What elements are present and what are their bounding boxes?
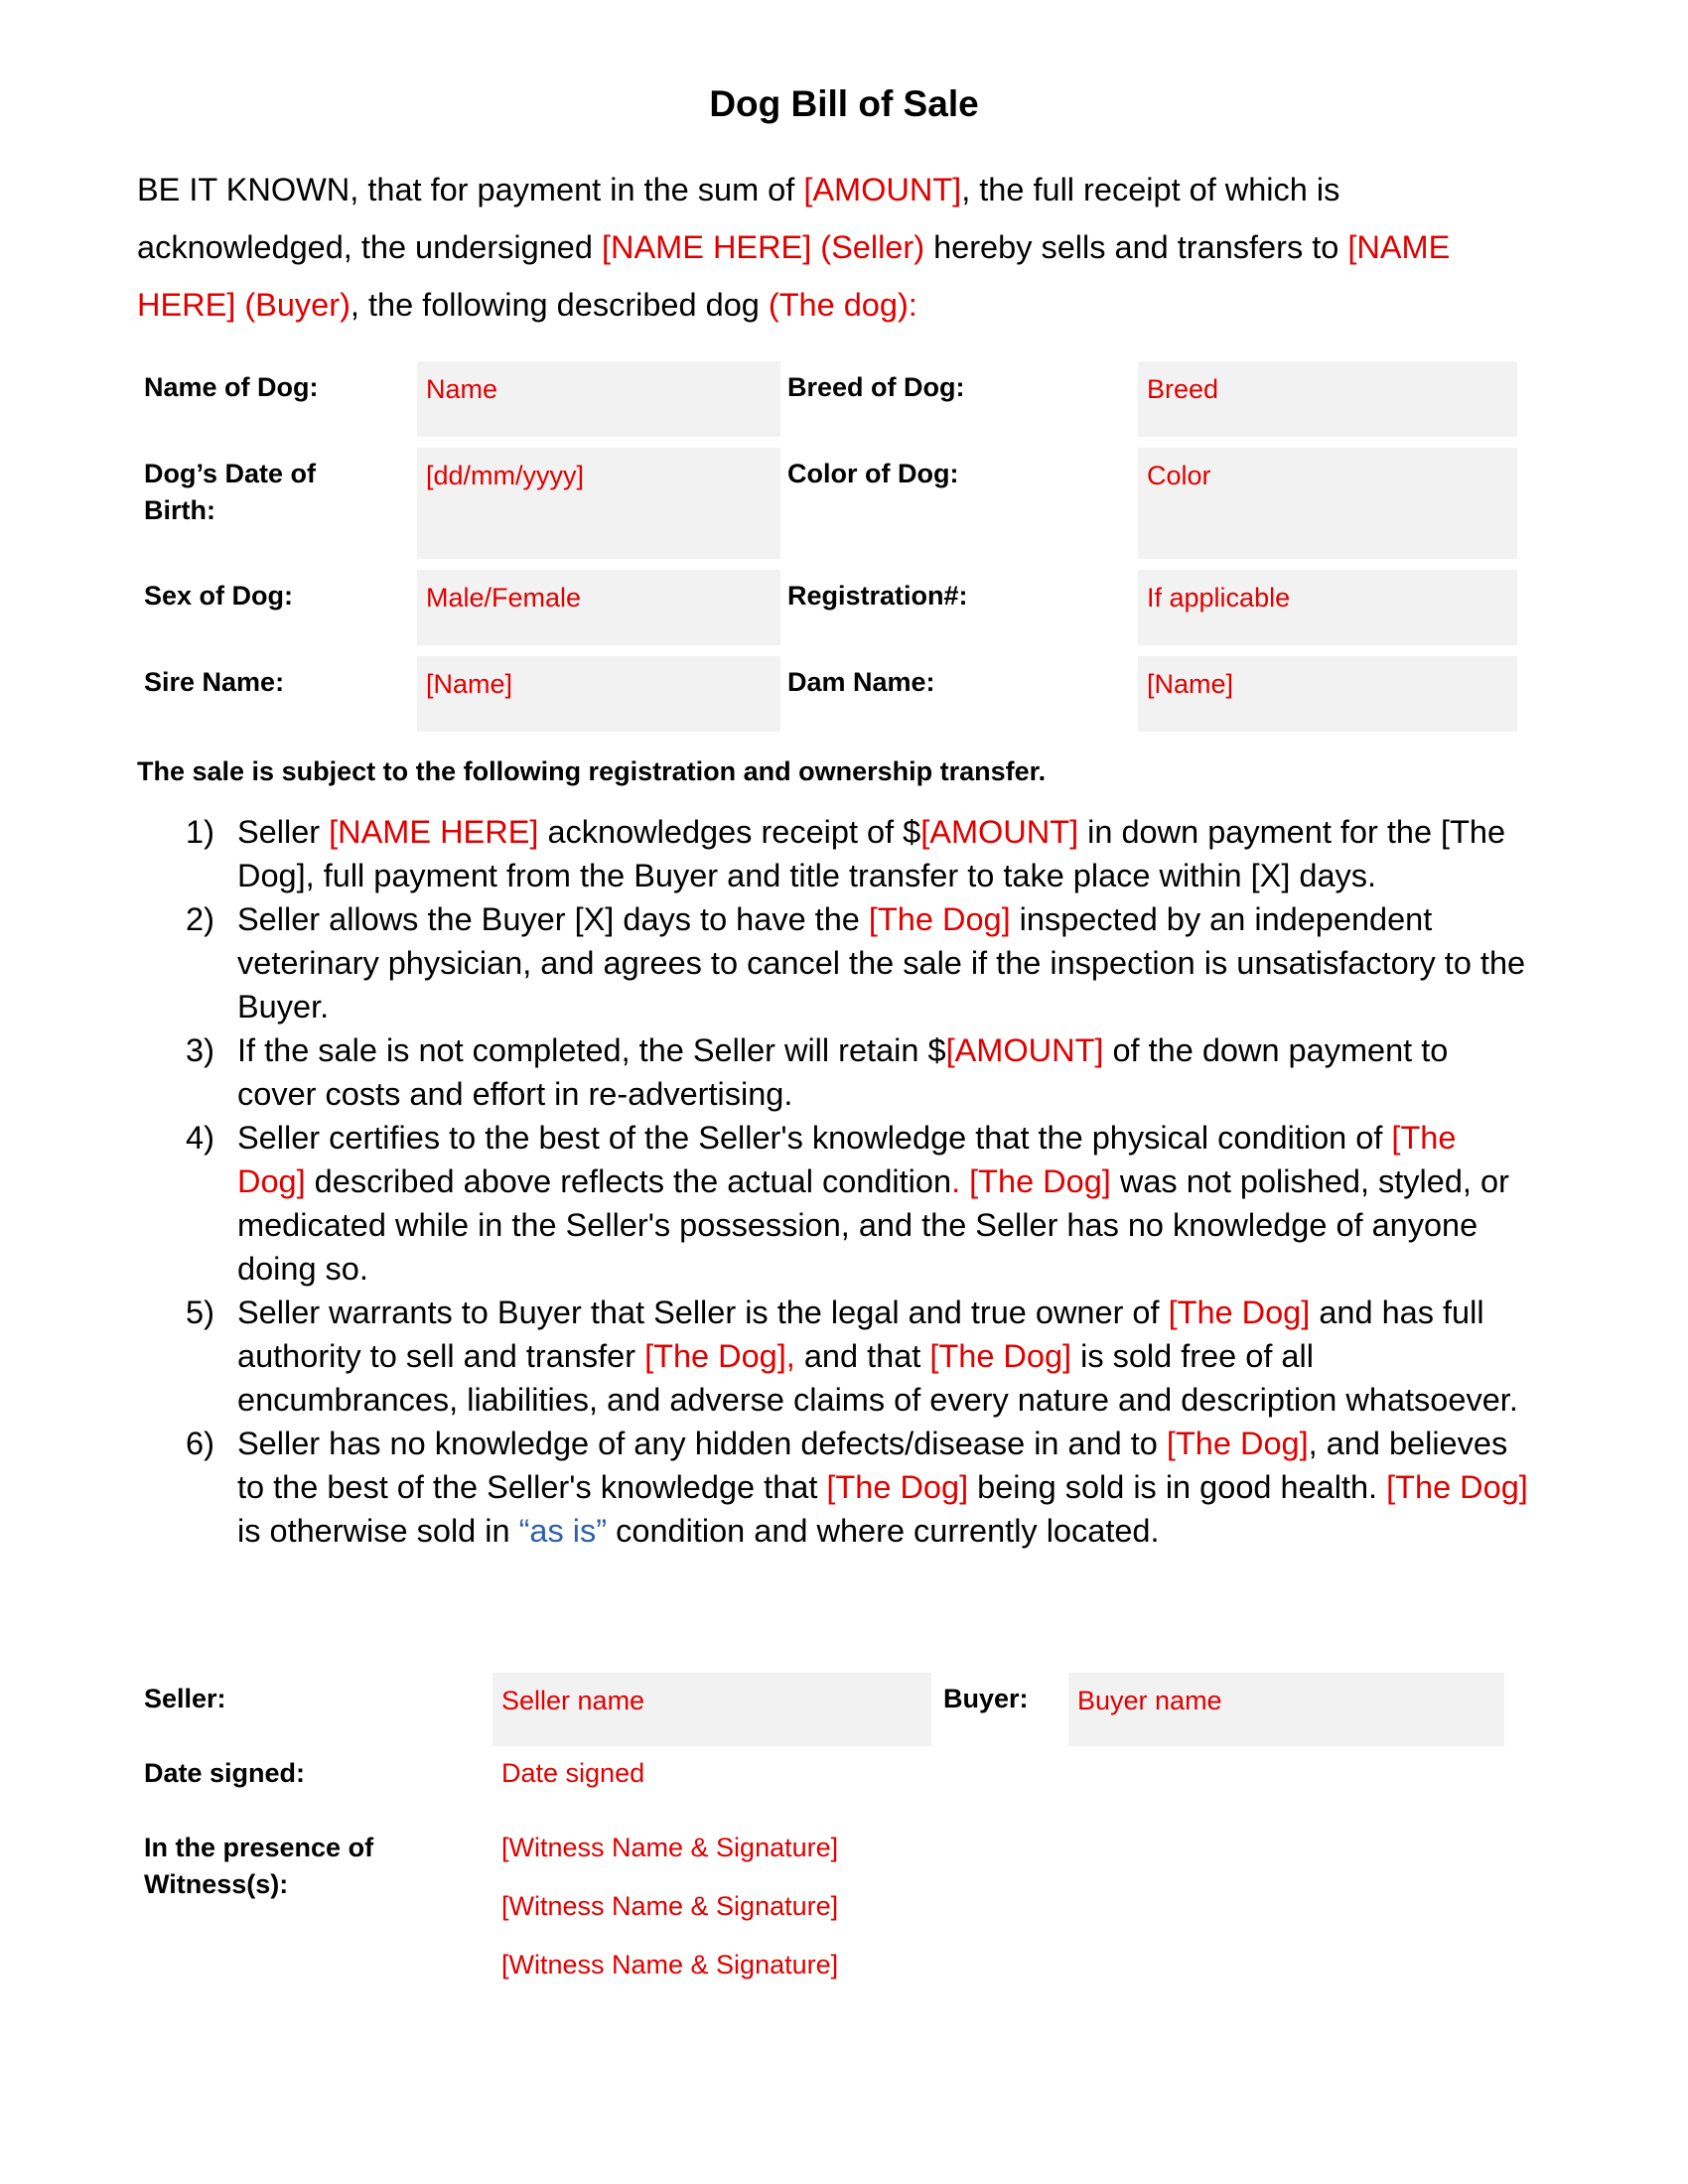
term-placeholder: [The Dog] — [1386, 1469, 1528, 1505]
intro-paragraph — [137, 161, 1527, 334]
sex-of-dog-label: Sex of Dog: — [144, 581, 294, 611]
term-text: and has full authority to sell and transfer — [237, 1295, 1484, 1374]
terms-list — [186, 810, 1528, 1553]
seller-placeholder: [NAME HERE] (Seller) — [601, 229, 925, 265]
buyer-placeholder: [NAME HERE] (Buyer) — [137, 229, 1451, 323]
term-text: Seller certifies to the best of the Seller's knowledge that the physical condition of — [237, 1120, 1392, 1156]
term-number: 1) — [186, 814, 214, 850]
term-text: being sold is in good health. — [968, 1469, 1387, 1505]
sex-of-dog-field[interactable]: Male/Female — [417, 570, 780, 645]
witness-3-field[interactable]: [Witness Name & Signature] — [501, 1950, 839, 1979]
dog-placeholder: (The dog): — [768, 287, 917, 323]
term-placeholder: [The Dog] — [1168, 1295, 1311, 1330]
sire-name-field[interactable]: [Name] — [417, 656, 780, 732]
dam-name-field[interactable]: [Name] — [1138, 656, 1517, 732]
buyer-name-field[interactable]: Buyer name — [1068, 1673, 1504, 1746]
date-of-birth-label: Dog’s Date of Birth: — [144, 459, 317, 525]
intro-text-4: , the following described dog — [350, 287, 769, 323]
term-text: Seller allows the Buyer [X] days to have the — [237, 901, 869, 937]
term-placeholder: [The Dog] — [826, 1469, 969, 1505]
term-placeholder: [The Dog] — [868, 901, 1011, 937]
term-text: is otherwise sold in — [237, 1513, 519, 1549]
seller-name-field[interactable]: Seller name — [492, 1673, 931, 1746]
term-item — [186, 1116, 1528, 1291]
term-text: and that — [794, 1338, 930, 1374]
term-text: condition and where currently located. — [607, 1513, 1160, 1549]
breed-of-dog-label: Breed of Dog: — [787, 372, 965, 402]
term-text: described above reflects the actual condition — [305, 1163, 952, 1199]
term-text: was not polished, styled, or medicated while in the Seller's possession, and the Seller has no knowledge of anyone doing so. — [237, 1163, 1509, 1287]
term-text: Seller — [237, 814, 330, 850]
term-placeholder: [AMOUNT] — [920, 814, 1079, 850]
color-of-dog-field[interactable]: Color — [1138, 448, 1517, 559]
sire-name-label: Sire Name: — [144, 667, 285, 697]
term-item — [186, 1291, 1528, 1422]
color-of-dog-label: Color of Dog: — [787, 459, 959, 488]
witness-1-field[interactable]: [Witness Name & Signature] — [501, 1833, 839, 1862]
as-is-highlight: “as is” — [518, 1513, 608, 1549]
term-text: inspected by an independent veterinary physician, and agrees to cancel the sale if the inspection is unsatisfactory to the Buyer. — [237, 901, 1526, 1024]
witness-label: In the presence of Witness(s): — [144, 1833, 374, 1899]
witness-2-field[interactable]: [Witness Name & Signature] — [501, 1891, 839, 1921]
term-number: 6) — [186, 1426, 214, 1461]
amount-placeholder: [AMOUNT] — [803, 172, 962, 207]
intro-text-1: BE IT KNOWN, that for payment in the sum of — [137, 172, 804, 207]
term-placeholder: [NAME HERE] — [329, 814, 539, 850]
term-placeholder: . [The Dog] — [951, 1163, 1111, 1199]
term-item — [186, 1028, 1528, 1116]
seller-label: Seller: — [144, 1684, 226, 1713]
term-text: acknowledges receipt of $ — [538, 814, 921, 850]
breed-of-dog-field[interactable]: Breed — [1138, 361, 1517, 437]
term-item — [186, 810, 1528, 897]
buyer-label: Buyer: — [943, 1684, 1029, 1713]
term-placeholder: [The Dog] — [237, 1120, 1457, 1199]
dam-name-label: Dam Name: — [787, 667, 935, 697]
intro-text-3: hereby sells and transfers to — [924, 229, 1348, 265]
term-text: , and believes to the best of the Seller's knowledge that — [237, 1426, 1508, 1505]
term-text: Seller warrants to Buyer that Seller is the legal and true owner of — [237, 1295, 1169, 1330]
term-placeholder: [The Dog], — [644, 1338, 795, 1374]
date-signed-field[interactable]: Date signed — [501, 1758, 645, 1788]
term-placeholder: [The Dog] — [1166, 1426, 1309, 1461]
term-text: in down payment for the [The Dog], full payment from the Buyer and title transfer to take place within [X] days. — [237, 814, 1506, 893]
term-placeholder: [The Dog] — [929, 1338, 1072, 1374]
term-placeholder: [AMOUNT] — [945, 1032, 1104, 1068]
name-of-dog-label: Name of Dog: — [144, 372, 319, 402]
intro-text-2: , the full receipt of which is acknowledged, the undersigned — [137, 172, 1340, 265]
document-title: Dog Bill of Sale — [709, 83, 979, 124]
term-text: is sold free of all encumbrances, liabilities, and adverse claims of every nature and description whatsoever. — [237, 1338, 1518, 1418]
date-signed-label: Date signed: — [144, 1758, 306, 1788]
term-item — [186, 1422, 1528, 1553]
term-item — [186, 897, 1528, 1028]
term-text: If the sale is not completed, the Seller will retain $ — [237, 1032, 946, 1068]
term-number: 2) — [186, 901, 214, 937]
date-of-birth-field[interactable]: [dd/mm/yyyy] — [417, 448, 780, 559]
term-number: 5) — [186, 1295, 214, 1330]
term-text: of the down payment to cover costs and effort in re-advertising. — [237, 1032, 1449, 1112]
sale-note: The sale is subject to the following registration and ownership transfer. — [137, 756, 1047, 786]
term-text: Seller has no knowledge of any hidden defects/disease in and to — [237, 1426, 1167, 1461]
registration-label: Registration#: — [787, 581, 968, 611]
registration-field[interactable]: If applicable — [1138, 570, 1517, 645]
term-number: 4) — [186, 1120, 214, 1156]
term-number: 3) — [186, 1032, 214, 1068]
name-of-dog-field[interactable]: Name — [417, 361, 780, 437]
